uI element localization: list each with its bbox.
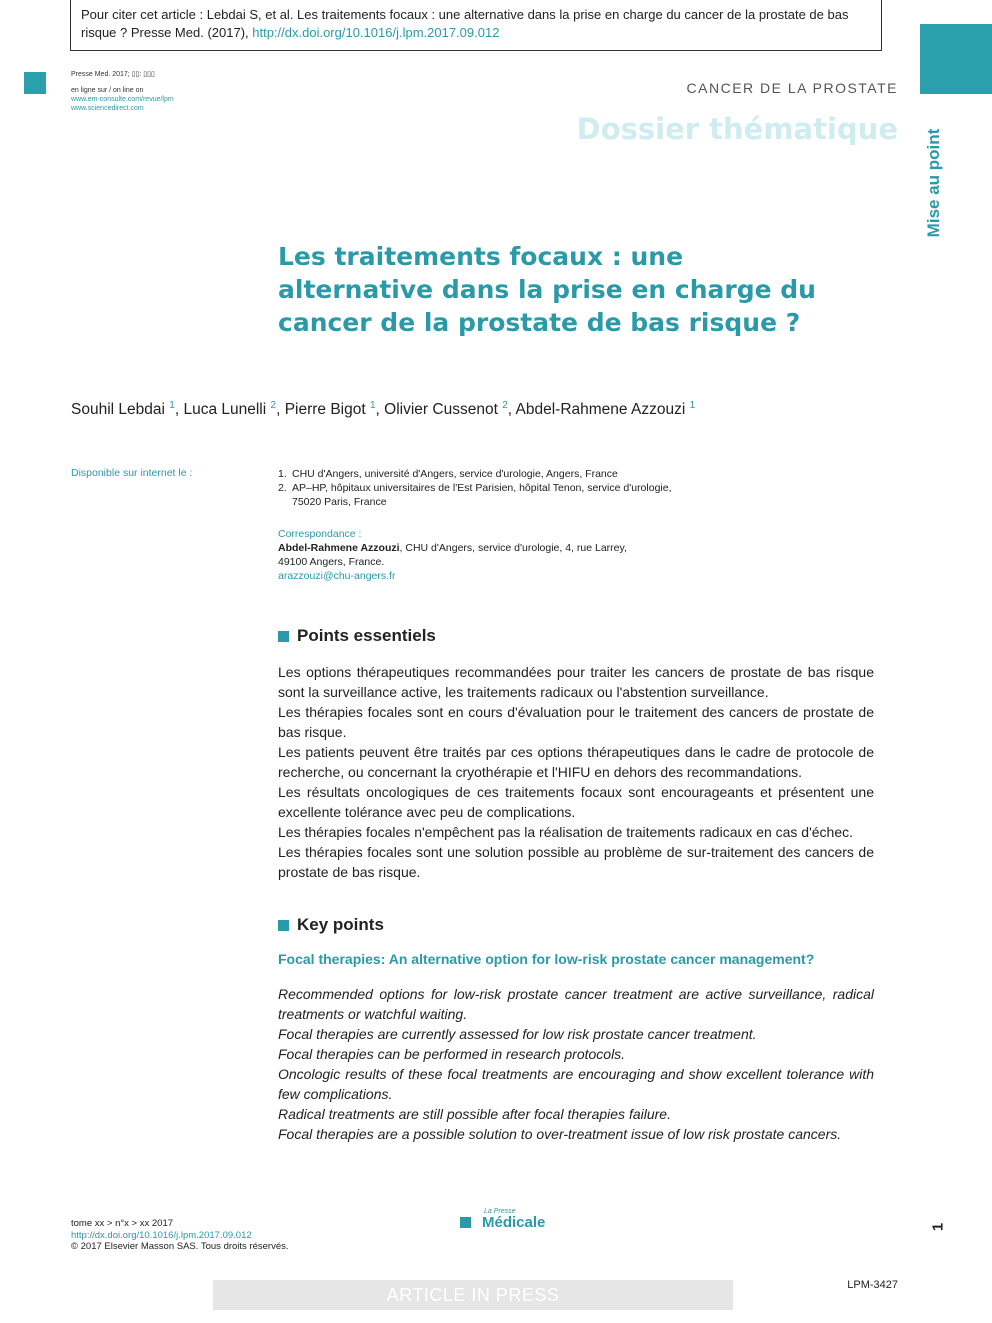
side-label-text: Mise au point xyxy=(924,128,943,238)
paragraph: Oncologic results of these focal treatments are encouraging and show excellent tolerance with few complications. xyxy=(278,1066,874,1102)
category-label: CANCER DE LA PROSTATE xyxy=(686,80,898,96)
paragraph: Les thérapies focales sont en cours d'évaluation pour le traitement des cancers de prostate de bas risque. xyxy=(278,704,874,740)
journal-logo xyxy=(460,1208,560,1234)
side-section-label xyxy=(895,120,973,246)
logo-small-text: La Presse xyxy=(484,1208,516,1215)
paragraph: Recommended options for low-risk prostate cancer treatment are active surveillance, radical treatments or watchful waiting. xyxy=(278,986,874,1022)
sciencedirect-link[interactable]: www.sciencedirect.com xyxy=(71,105,144,112)
article-title: Les traitements focaux : une alternative dans la prise en charge du cancer de la prostate de bas risque ? xyxy=(278,242,816,337)
journal-accent-square xyxy=(24,72,46,94)
page-number: 1 xyxy=(929,1222,947,1232)
paragraph: Focal therapies are a possible solution to over-treatment issue of low risk prostate cancers. xyxy=(278,1126,842,1142)
paragraph: Les résultats oncologiques de ces traitements focaux sont encourageants et présentent une excellente tolérance avec peu de complications. xyxy=(278,784,874,820)
paragraph: Radical treatments are still possible after focal therapies failure. xyxy=(278,1106,671,1122)
section-bullet-icon xyxy=(278,631,289,642)
citation-text: Pour citer cet article : Lebdai S, et al. Les traitements focaux : une alternative dans la prise en charge du cancer de la prostate de bas risque ? Presse Med. (2017), xyxy=(81,7,849,40)
author: Luca Lunelli $^2$, xyxy=(183,400,285,418)
key-points-body xyxy=(278,984,874,1144)
author: Souhil Lebdai $^1$, xyxy=(71,400,184,418)
paragraph: Focal therapies are currently assessed for low risk prostate cancer treatment. xyxy=(278,1026,757,1042)
paragraph: Les thérapies focales n'empêchent pas la réalisation de traitements radicaux en cas d'échec. xyxy=(278,824,854,840)
author: Pierre Bigot $^1$, xyxy=(284,400,385,418)
paragraph: Les patients peuvent être traités par ces options thérapeutiques dans le cadre de protocole de recherche, ou concernant la cryothérapie et l'HIFU en dehors des recommandations. xyxy=(278,744,874,780)
author-list xyxy=(71,400,695,419)
key-points-heading: Key points xyxy=(278,915,384,935)
paragraph: Focal therapies can be performed in research protocols. xyxy=(278,1046,626,1062)
em-consulte-link[interactable]: www.em-consulte.com/revue/lpm xyxy=(71,96,174,103)
citation-box xyxy=(70,0,882,51)
author: Abdel-Rahmene Azzouzi $^1$ xyxy=(515,400,696,418)
article-in-press-banner: ARTICLE IN PRESS xyxy=(213,1280,733,1310)
footer-info xyxy=(71,1218,289,1253)
online-label: en ligne sur / on line on xyxy=(71,87,144,94)
correspondence-city: 49100 Angers, France. xyxy=(278,556,385,568)
correspondence-address: Abdel-Rahmene Azzouzi, CHU d'Angers, service d'urologie, 4, rue Larrey, xyxy=(278,542,627,554)
author: Olivier Cussenot $^2$, xyxy=(384,400,516,418)
section-bullet-icon xyxy=(278,920,289,931)
key-points-subtitle: Focal therapies: An alternative option for low-risk prostate cancer management? xyxy=(278,951,815,967)
correspondence-email-link[interactable]: arazzouzi@chu-angers.fr xyxy=(278,570,396,582)
paragraph: Les options thérapeutiques recommandées pour traiter les cancers de prostate de bas risque sont la surveillance active, les traitements radicaux ou l'abstention surveillance. xyxy=(278,664,874,700)
copyright: © 2017 Elsevier Masson SAS. Tous droits réservés. xyxy=(71,1241,289,1252)
paragraph: Les thérapies focales sont une solution possible au problème de sur-traitement des cancers de prostate de bas risque. xyxy=(278,844,874,880)
available-online-label: Disponible sur internet le : xyxy=(71,467,193,479)
journal-meta xyxy=(71,70,174,113)
affiliation-item: 1. CHU d'Angers, université d'Angers, service d'urologie, Angers, France xyxy=(278,468,618,480)
footer-doi-link[interactable]: http://dx.doi.org/10.1016/j.lpm.2017.09.012 xyxy=(71,1229,252,1241)
logo-square-icon xyxy=(460,1217,471,1228)
corner-accent-square xyxy=(920,24,992,94)
points-essentiels-body xyxy=(278,662,874,882)
correspondence-heading: Correspondance : xyxy=(278,528,362,540)
citation-doi-link[interactable]: http://dx.doi.org/10.1016/j.lpm.2017.09.012 xyxy=(252,25,500,40)
logo-main-text: Médicale xyxy=(482,1214,546,1231)
affiliation-item: 2. AP–HP, hôpitaux universitaires de l'Est Parisien, hôpital Tenon, service d'urologie, 75020 Paris, France xyxy=(278,482,672,508)
article-id: LPM-3427 xyxy=(847,1279,898,1291)
journal-ref: Presse Med. 2017; ▯▯: ▯▯▯ xyxy=(71,71,155,78)
affiliations xyxy=(278,467,698,509)
correspondence xyxy=(278,527,698,583)
points-essentiels-heading: Points essentiels xyxy=(278,626,436,646)
issue-info: tome xx > n°x > xx 2017 xyxy=(71,1218,174,1229)
dossier-label: Dossier thématique xyxy=(576,112,898,146)
